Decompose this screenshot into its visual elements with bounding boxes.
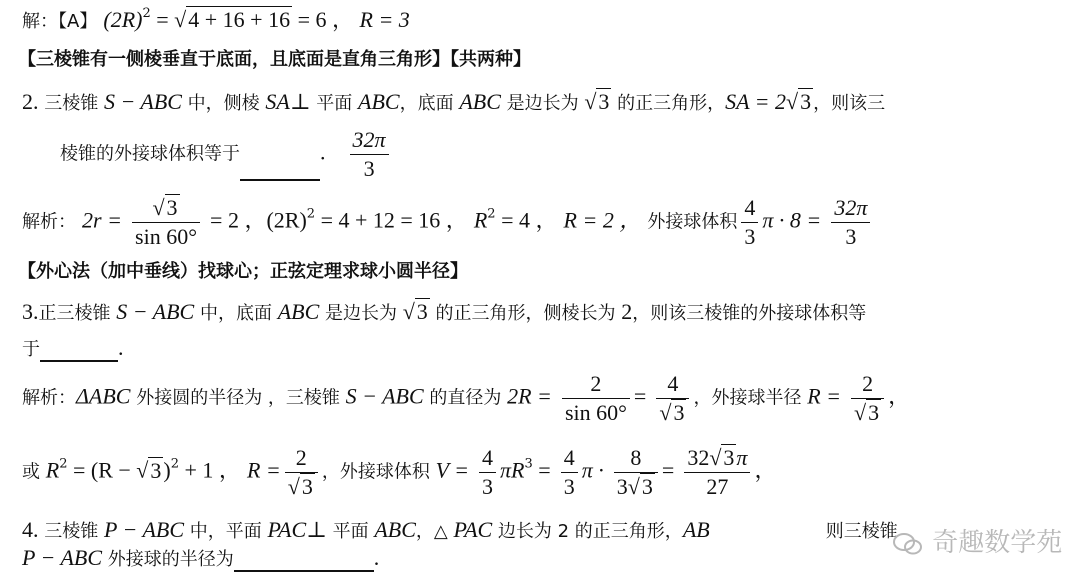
text: ，外接球体积 [321,461,436,483]
numerator: 8 [614,446,658,473]
denominator: 3 [363,156,375,181]
denominator: √3 [854,400,880,425]
radicand: 4 + 16 + 16 [188,7,291,32]
perp-symbol: ⊥ [306,517,327,542]
question-number: 4. [22,517,39,542]
denominator: 27 [706,474,729,499]
answer-blank [40,346,118,362]
formula-2R-squared: (2R) [103,7,143,32]
exponent: 2 [306,206,316,222]
coefficient: 32 [687,445,710,470]
fraction [561,446,578,499]
exponent: 2 [142,6,151,21]
radicand: 3 [166,195,178,220]
math-term: SA [265,89,290,114]
section-heading-2: 【外心法（加中垂线）找球心；正弦定理求球小圆半径】 [18,261,468,282]
text: 的正三角形，侧棱长为 [429,303,622,324]
text: 是边长为 [319,303,403,324]
text: 外接球体积 [647,211,738,233]
text: 的直径为 [423,387,508,409]
fraction [562,372,630,425]
question-3-line-2 [22,336,124,362]
period: . [118,335,124,360]
math-term: = 2 ，(2R) [210,207,307,233]
numerator: 32√3π [684,446,750,473]
math-term: PAC [453,517,493,542]
sqrt-symbol: √ [136,457,149,483]
text: 棱锥的外接球体积等于 [60,143,240,165]
fraction [132,196,200,249]
sqrt-symbol: √ [174,7,187,32]
radius-result: R = 3 [354,7,410,32]
denominator: 3 [482,474,493,499]
math-term: ABC [459,89,501,114]
radicand: 3 [598,89,610,114]
perp-symbol: ⊥ [289,89,311,114]
radicand: 3 [673,400,685,425]
text: ，则该三棱锥的外接球体积等 [632,303,867,324]
denominator: 3 [845,224,857,249]
fraction [741,196,758,249]
numerator: 32π [350,128,389,155]
numerator: √3 [132,196,200,223]
text: ，外接球半径 [693,387,808,409]
text: 中，侧棱 [181,93,266,114]
solution-prefix: 解： [22,11,58,32]
math-term: AB [682,517,710,542]
math-term: πR [500,457,525,483]
watermark-text: 奇趣数学苑 [932,528,1063,558]
question-4-line-2 [22,546,379,572]
period: . [373,545,380,570]
equals-sign: = [633,383,647,409]
result: = 6 ， [292,7,354,32]
numerator: 4 [741,196,758,223]
math-term: S − ABC [116,299,195,324]
numerator: 4 [479,446,496,473]
numerator: 2 [851,372,884,399]
solution-line-1 [22,8,410,34]
math-term: ) [163,457,171,483]
math-term: R = 2 ， [563,207,642,233]
denominator: 3√3 [616,474,653,499]
text: 外接圆的半径为 ，三棱锥 [130,387,346,409]
denominator: √3 [287,474,313,499]
math-term: R = [807,383,841,409]
math-term: = (R − [67,457,137,483]
math-term: V = [435,457,469,483]
numerator: 32π [831,196,870,223]
pi: π [736,445,748,470]
fraction [285,446,318,499]
text: ，△ [415,521,454,542]
denominator: √3 [659,400,685,425]
denominator: 3 [744,224,756,249]
text: 于 [22,339,40,360]
exponent: 2 [487,206,496,222]
fraction [614,446,658,499]
numerator: 2 [285,446,318,473]
answer-tag: 【A】 [58,11,98,32]
radicand: 3 [641,474,653,499]
text: 或 [22,461,46,483]
math-term: R [45,457,60,483]
text: 是边长为 [500,93,585,114]
comma: ， [888,383,911,409]
fraction [831,196,870,249]
math-term: 2 [621,299,633,324]
radicand: 3 [150,457,162,483]
fraction [656,372,689,425]
solution-2 [22,196,874,249]
math-term: SA = 2 [725,89,787,114]
text: 三棱锥 [38,93,104,114]
sqrt-symbol: √ [786,89,799,114]
math-term: 2r = [82,207,122,233]
text: 外接球的半径为 [102,549,234,570]
math-term: π · 8 = [762,207,822,233]
question-2-line-1 [22,90,885,116]
math-term: ABC [358,89,400,114]
denominator: sin 60° [135,224,197,249]
numerator: 4 [561,446,578,473]
section-heading-1: 【三棱锥有一侧棱垂直于底面，且底面是直角三角形】【共两种】 [18,49,531,70]
equals-sign: = [532,457,551,483]
math-term: S − ABC [103,89,182,114]
math-term: ABC [277,299,320,324]
text: 中，平面 [184,521,268,542]
text: 的正三角形， [611,93,726,114]
radicand: 3 [800,89,812,114]
sqrt-symbol: √ [584,89,597,114]
math-term: S − ABC [345,383,424,409]
math-term: P − ABC [22,545,103,570]
math-term: R = [246,457,281,483]
equals-sign: = [661,457,675,483]
math-term: PAC [267,517,307,542]
solution-prefix: 解析： [22,211,76,233]
radicand: 3 [868,400,880,425]
text: ，底面 [399,93,460,114]
fraction [479,446,496,499]
watermark [892,522,1062,559]
exponent: 3 [524,456,533,472]
math-term: π · [581,457,604,483]
wechat-icon [892,531,924,557]
numerator: 2 [562,372,630,399]
text: 三棱锥 [38,521,104,542]
question-number: 2. [22,89,39,114]
radicand: 3 [723,445,735,470]
numerator: 4 [656,372,689,399]
question-4-line-1 [22,518,898,544]
math-term: ABC [374,517,416,542]
fraction [684,446,750,499]
math-term: = 4 ， [495,207,558,233]
math-term: ΔABC [76,383,131,409]
solution-3 [22,372,910,425]
radicand: 3 [301,474,313,499]
answer-fraction [350,128,389,181]
period: . [320,139,326,165]
solution-3-continued [22,446,776,499]
denominator: sin 60° [564,400,627,425]
question-2-line-2 [60,128,393,181]
question-number: 3. [22,299,39,324]
text: 平面 [326,521,375,542]
equals-sign: = [150,7,175,32]
math-term: = 4 + 12 = 16 ， [315,207,468,233]
text: 中，底面 [194,303,278,324]
fraction [851,372,884,425]
text: 则三棱锥 [825,521,898,542]
question-3-line-1 [22,300,866,326]
solution-prefix: 解析： [22,387,76,409]
denominator: 3 [563,474,575,499]
comma: ， [754,457,777,483]
math-term: R [473,207,488,233]
text: ，则该三 [813,93,886,114]
text: 平面 [310,93,359,114]
math-term: 2R = [507,383,552,409]
math-term: P − ABC [103,517,184,542]
text: 正三棱锥 [38,303,117,324]
coefficient: 3 [616,474,628,499]
exponent: 2 [170,456,179,472]
math-term: + 1 ， [178,457,241,483]
radicand: 3 [416,299,428,324]
answer-blank [240,165,320,181]
sqrt-symbol: √ [402,299,415,324]
text: 边长为 2 的正三角形， [492,521,683,542]
exponent: 2 [59,456,68,472]
